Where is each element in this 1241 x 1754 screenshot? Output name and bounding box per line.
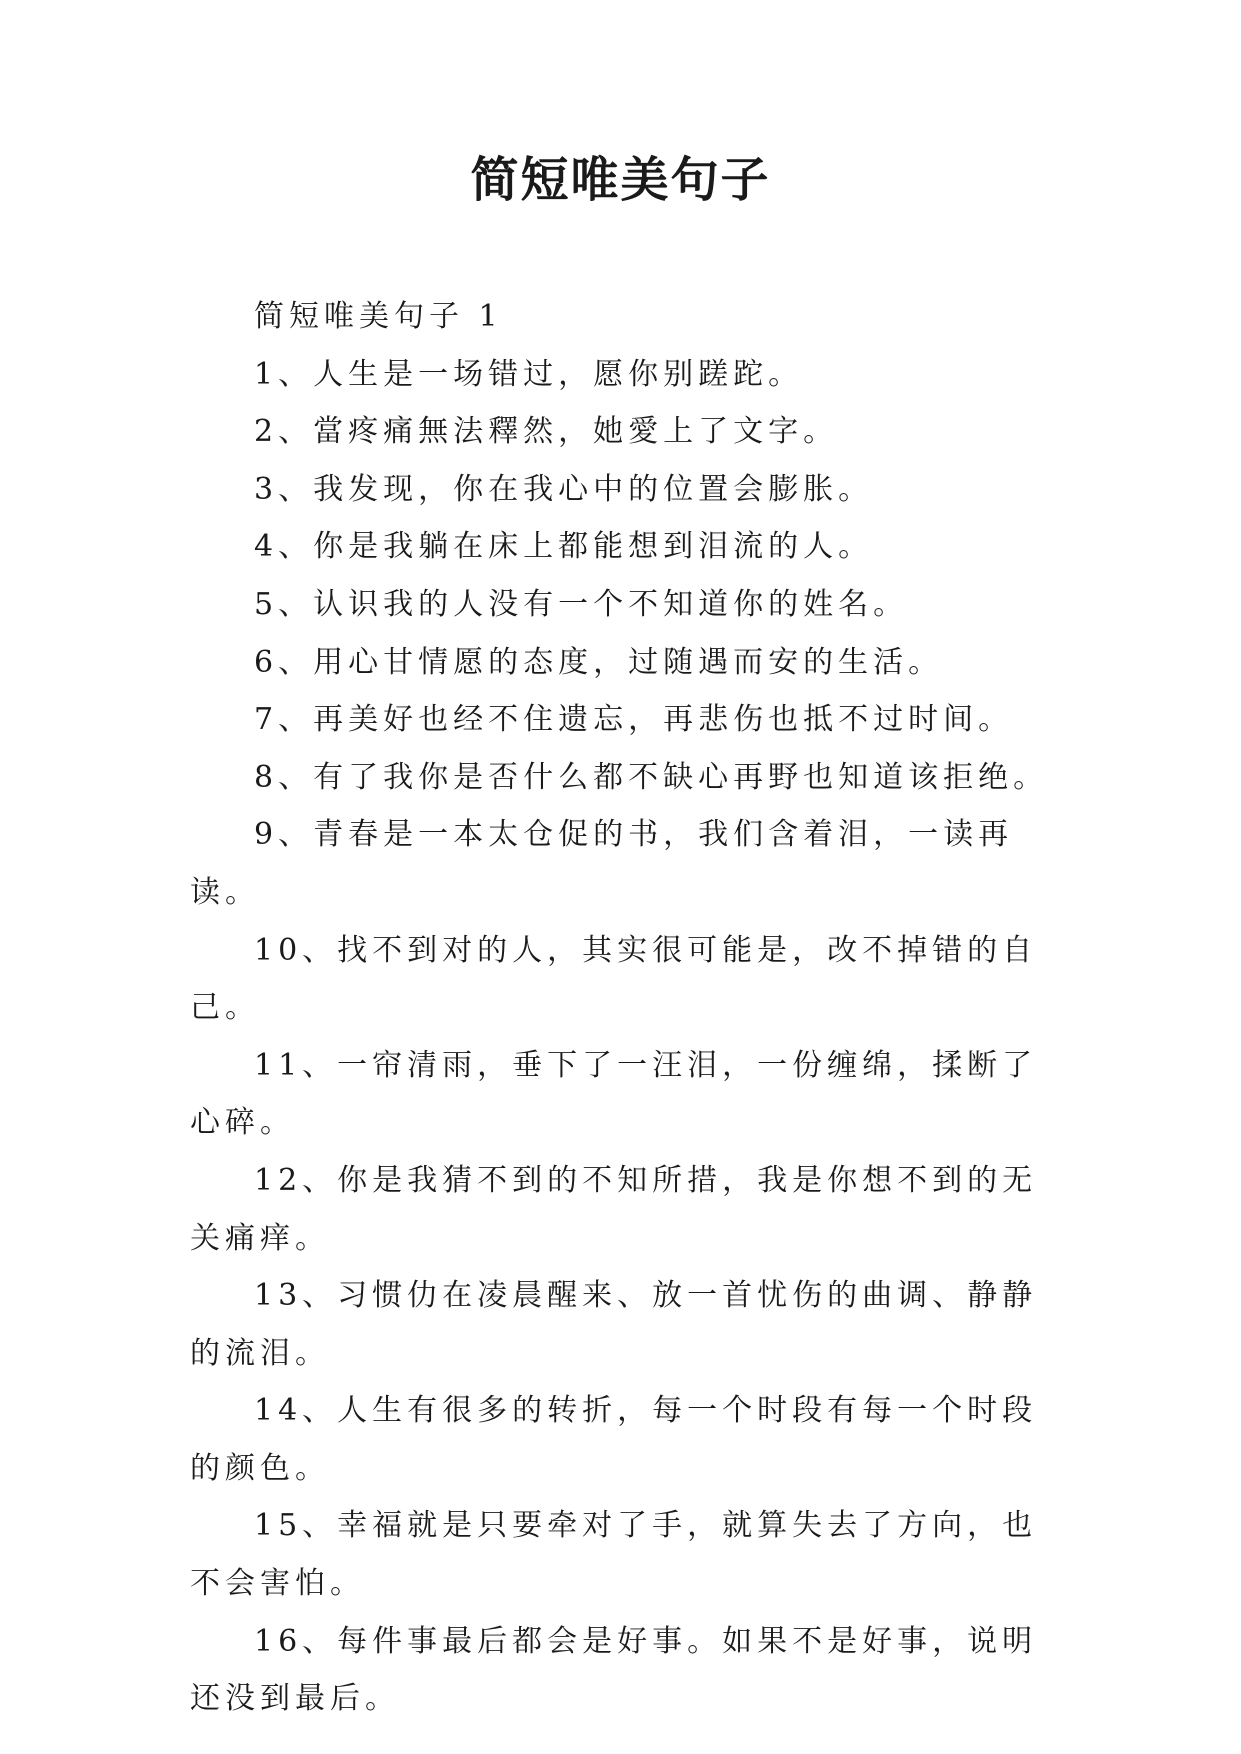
sentence-item: 5、认识我的人没有一个不知道你的姓名。 bbox=[254, 586, 909, 622]
sentence-item: 13、习惯仂在凌晨醒来、放一首忧伤的曲调、静静的流泪。 bbox=[190, 1278, 1038, 1371]
sentence-item: 2、當疼痛無法釋然，她愛上了文字。 bbox=[254, 414, 839, 450]
page-title: 简短唯美句子 bbox=[470, 152, 771, 208]
sentence-item: 12、你是我猜不到的不知所措，我是你想不到的无关痛痒。 bbox=[190, 1162, 1038, 1256]
document-body bbox=[190, 288, 1058, 1728]
sentence-item: 4、你是我躺在床上都能想到泪流的人。 bbox=[254, 529, 874, 565]
sentence-item: 15、幸福就是只要牵对了手，就算失去了方向，也不会害怕。 bbox=[190, 1508, 1038, 1602]
sentence-item: 9、青春是一本太仓促的书，我们含着泪，一读再读。 bbox=[190, 817, 1014, 910]
sentence-item: 6、用心甘情愿的态度，过随遇而安的生活。 bbox=[254, 644, 944, 680]
sentence-item: 3、我发现，你在我心中的位置会膨胀。 bbox=[254, 471, 874, 507]
sentence-item: 7、再美好也经不住遗忘，再悲伤也抵不过时间。 bbox=[254, 702, 1014, 738]
sentence-item: 11、一帘清雨，垂下了一汪泪，一份缠绵，揉断了心碎。 bbox=[190, 1047, 1038, 1141]
sentence-item: 8、有了我你是否什么都不缺心再野也知道该拒绝。 bbox=[254, 759, 1049, 795]
sentence-item: 16、每件事最后都会是好事。如果不是好事，说明还没到最后。 bbox=[190, 1623, 1038, 1717]
sentence-item: 14、人生有很多的转折，每一个时段有每一个时段的颜色。 bbox=[190, 1393, 1038, 1486]
sentence-item: 10、找不到对的人，其实很可能是，改不掉错的自己。 bbox=[190, 932, 1038, 1026]
section-heading: 简短唯美句子 1 bbox=[254, 299, 503, 334]
sentence-item: 1、人生是一场错过，愿你别蹉跎。 bbox=[254, 356, 804, 392]
